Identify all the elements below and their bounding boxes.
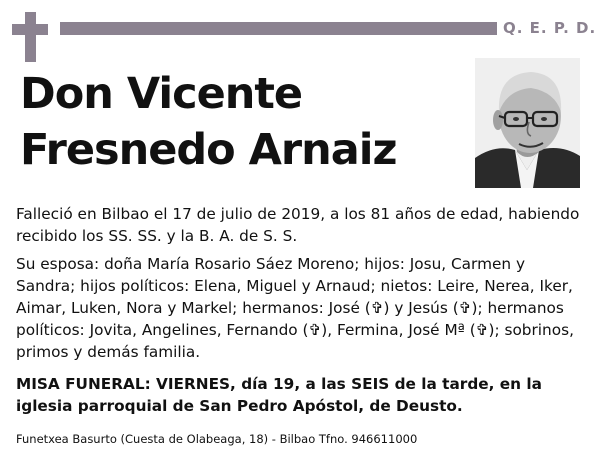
latin-cross-icon [12, 12, 48, 62]
family-paragraph: Su esposa: doña María Rosario Sáez Moreno; hijos: Josu, Carmen y Sandra; hijos políticos: Elena, Miguel y Arnaud; nietos: Leire, Nerea, Iker, Aimar, Luken, Nora y Markel; hermanos: José (✞) y Jesús (✞); hermanos políticos: Jovita, Angelines, Fernando (✞), Fermina, José Mª (✞); sobrinos, primos y demás familia. [16, 255, 574, 361]
death-notice-paragraph: Falleció en Bilbao el 17 de julio de 2019, a los 81 años de edad, habiendo recibido los SS. SS. y la B. A. de S. S. [16, 205, 580, 245]
name-line-1: Don Vicente [20, 69, 303, 119]
qepd-label: Q. E. P. D. [503, 19, 597, 37]
name-line-2: Fresnedo Arnaiz [20, 125, 397, 175]
header-divider-bar [60, 22, 497, 35]
funeral-mass-paragraph: MISA FUNERAL: VIERNES, día 19, a las SEIS de la tarde, en la iglesia parroquial de San Pedro Apóstol, de Deusto. [16, 375, 542, 415]
deceased-name [20, 66, 460, 178]
funeral-home-footer: Funetxea Basurto (Cuesta de Olabeaga, 18) - Bilbao Tfno. 946611000 [16, 432, 418, 446]
portrait-photo-icon [475, 58, 580, 188]
